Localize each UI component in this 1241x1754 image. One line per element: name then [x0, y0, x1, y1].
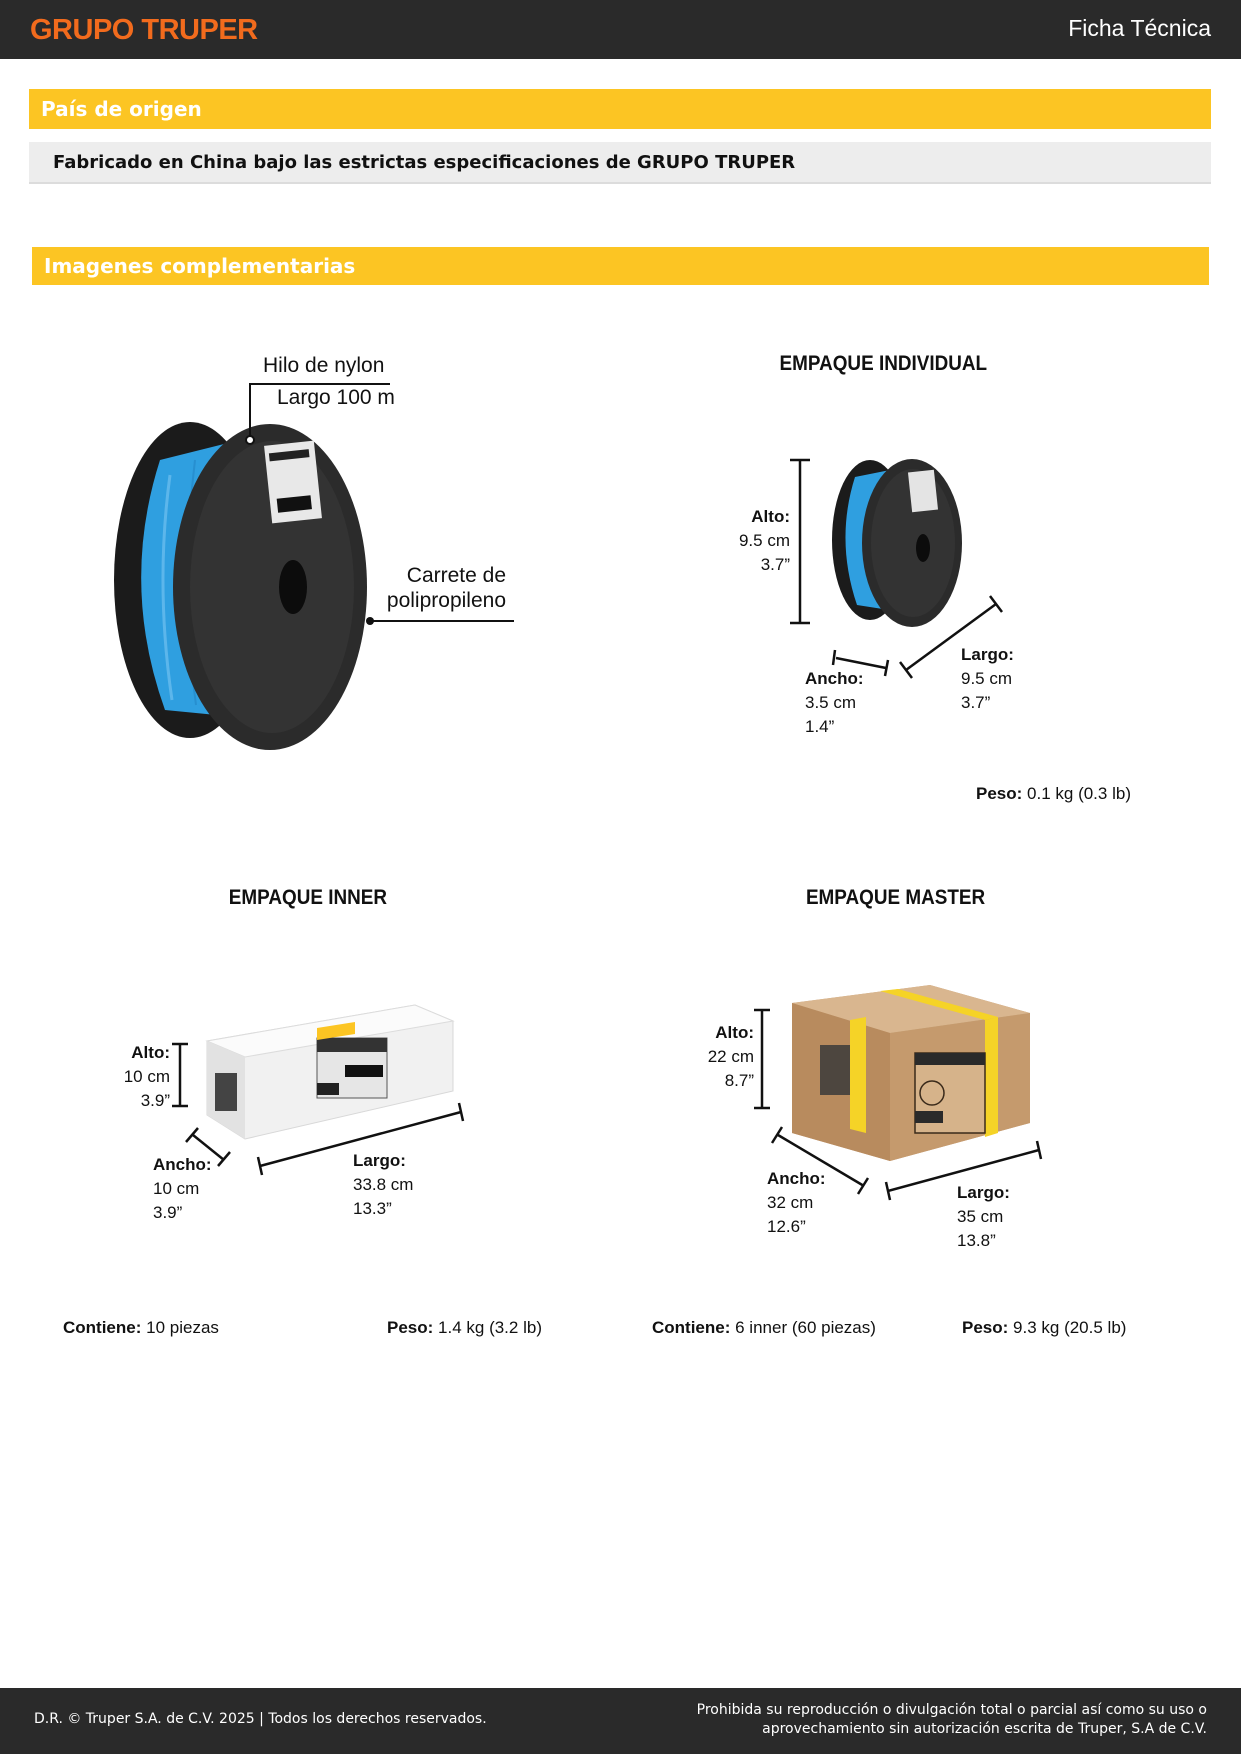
individual-largo-cm: 9.5 cm — [961, 669, 1013, 688]
brand-logo: GRUPO TRUPER — [30, 14, 258, 46]
callout-spool-line2: polipropileno — [386, 589, 506, 612]
inner-largo-cm: 33.8 cm — [353, 1175, 414, 1194]
inner-ancho-cm: 10 cm — [153, 1179, 200, 1198]
master-ancho-cm: 32 cm — [767, 1193, 814, 1212]
individual-ancho-label: Ancho: — [805, 669, 864, 688]
footer-bar — [0, 1688, 1241, 1754]
individual-alto-label: Alto: — [751, 507, 790, 526]
callout-nylon-title: Hilo de nylon — [263, 354, 385, 377]
individual-peso-value: 0.1 kg (0.3 lb) — [1027, 784, 1131, 803]
master-contiene-label: Contiene: — [652, 1318, 731, 1337]
inner-largo-label: Largo: — [353, 1151, 406, 1170]
master-weight — [962, 1318, 1126, 1338]
master-ancho — [767, 1167, 826, 1239]
images-heading: Imagenes complementarias — [32, 247, 1209, 285]
master-ancho-label: Ancho: — [767, 1169, 826, 1188]
document-type: Ficha Técnica — [1068, 15, 1211, 41]
master-largo-in: 13.8” — [957, 1231, 996, 1250]
origin-text: Fabricado en China bajo las estrictas especificaciones de GRUPO TRUPER — [53, 152, 796, 173]
master-title: EMPAQUE MASTER — [805, 886, 986, 909]
master-contents — [652, 1318, 876, 1338]
master-largo — [957, 1181, 1010, 1253]
inner-title: EMPAQUE INNER — [228, 886, 388, 909]
inner-alto-label: Alto: — [131, 1043, 170, 1062]
inner-peso-value: 1.4 kg (3.2 lb) — [438, 1318, 542, 1337]
inner-contiene-label: Contiene: — [63, 1318, 142, 1337]
footer-legal-line2: aprovechamiento sin autorización escrita de Truper, S.A de C.V. — [762, 1721, 1207, 1737]
individual-title: EMPAQUE INDIVIDUAL — [779, 352, 988, 375]
footer-legal — [647, 1701, 1207, 1739]
individual-alto-in: 3.7” — [760, 555, 790, 574]
footer-copyright: D.R. © Truper S.A. de C.V. 2025 | Todos los derechos reservados. — [34, 1711, 487, 1727]
individual-largo-in: 3.7” — [961, 693, 991, 712]
master-alto-cm: 22 cm — [707, 1047, 754, 1066]
inner-ancho-label: Ancho: — [153, 1155, 212, 1174]
inner-alto-in: 3.9” — [140, 1091, 170, 1110]
master-alto — [670, 1021, 754, 1093]
master-contiene-value: 6 inner (60 piezas) — [735, 1318, 876, 1337]
individual-largo-label: Largo: — [961, 645, 1014, 664]
master-alto-label: Alto: — [715, 1023, 754, 1042]
master-ancho-in: 12.6” — [767, 1217, 806, 1236]
individual-ancho-cm: 3.5 cm — [805, 693, 857, 712]
master-largo-label: Largo: — [957, 1183, 1010, 1202]
master-peso-label: Peso: — [962, 1318, 1009, 1337]
footer-legal-line1: Prohibida su reproducción o divulgación total o parcial así como su uso o — [696, 1702, 1207, 1718]
master-peso-value: 9.3 kg (20.5 lb) — [1013, 1318, 1127, 1337]
callout-spool-line1: Carrete de — [406, 564, 506, 587]
callout-nylon-length: Largo 100 m — [277, 386, 395, 409]
individual-alto-cm: 9.5 cm — [738, 531, 790, 550]
inner-largo-in: 13.3” — [353, 1199, 392, 1218]
master-alto-in: 8.7” — [724, 1071, 754, 1090]
inner-ancho-in: 3.9” — [153, 1203, 183, 1222]
inner-contiene-value: 10 piezas — [146, 1318, 219, 1337]
master-largo-cm: 35 cm — [957, 1207, 1004, 1226]
individual-ancho-in: 1.4” — [805, 717, 835, 736]
individual-peso-label: Peso: — [976, 784, 1023, 803]
inner-alto-cm: 10 cm — [123, 1067, 170, 1086]
inner-peso-label: Peso: — [387, 1318, 434, 1337]
origin-heading: País de origen — [29, 89, 1211, 129]
